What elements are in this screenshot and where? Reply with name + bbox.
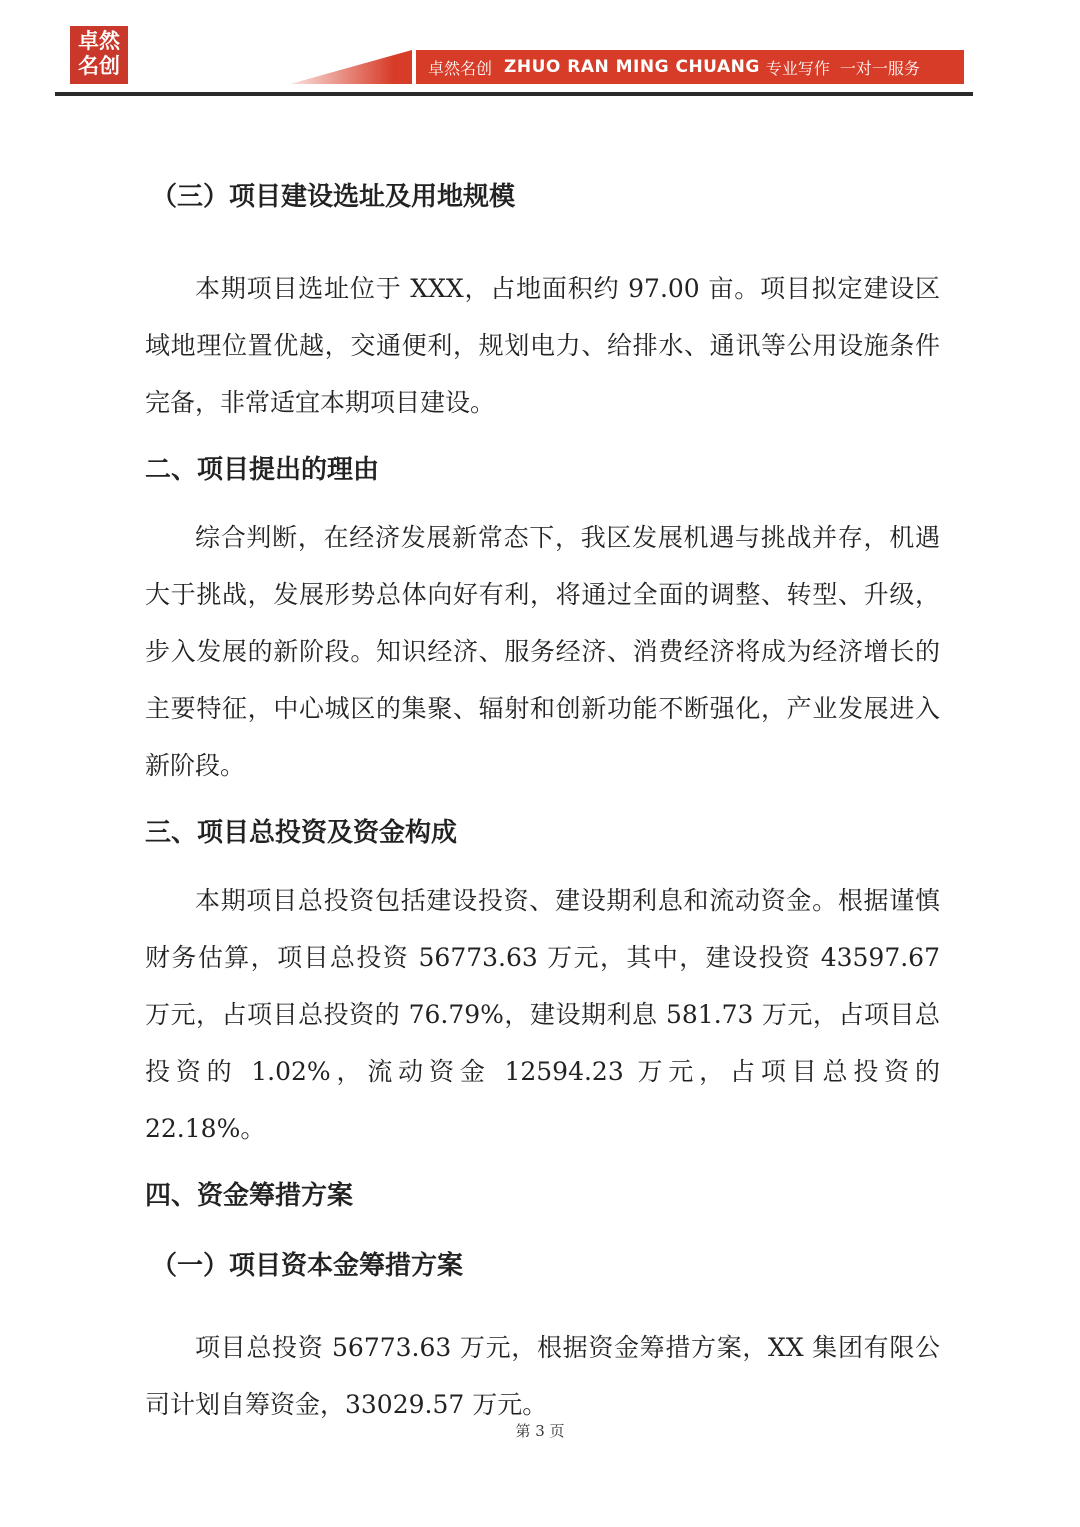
- section-4-1-heading: （一）项目资本金筹措方案: [151, 1251, 464, 1281]
- section-3-paragraph: 本期项目总投资包括建设投资、建设期利息和流动资金。根据谨慎财务估算，项目总投资 56773.63 万元，其中，建设投资 43597.67 万元，占项目总投资的 76.79%，建设期利息 581.73 万元，占项目总投资的 1.02%，流动资金 12594.23 万元，占项目总投资的 22.18%。: [145, 886, 940, 1143]
- section-3-1-paragraph: 本期项目选址位于 XXX，占地面积约 97.00 亩。项目拟定建设区域地理位置优越，交通便利，规划电力、给排水、通讯等公用设施条件完备，非常适宜本期项目建设。: [145, 274, 940, 417]
- section-3-1-heading: （三）项目建设选址及用地规模: [151, 182, 516, 212]
- brand-logo: [70, 26, 128, 84]
- banner-one-on-one: 一对一服务: [839, 58, 920, 78]
- header-divider: [55, 92, 973, 96]
- section-2-heading: 二、项目提出的理由: [145, 455, 380, 485]
- document-body: [145, 180, 940, 1433]
- logo-line-2: 名创: [78, 54, 120, 78]
- banner-triangle: [290, 50, 412, 84]
- section-2-paragraph: 综合判断，在经济发展新常态下，我区发展机遇与挑战并存，机遇大于挑战，发展形势总体向好有利，将通过全面的调整、转型、升级，步入发展的新阶段。知识经济、服务经济、消费经济将成为经济增长的主要特征，中心城区的集聚、辐射和创新功能不断强化，产业发展进入新阶段。: [145, 523, 940, 780]
- header-banner: [416, 50, 964, 84]
- banner-brand-en: ZHUO RAN MING CHUANG: [504, 57, 760, 77]
- section-3-heading: 三、项目总投资及资金构成: [145, 818, 458, 848]
- page-number: 第 3 页: [515, 1422, 565, 1440]
- section-4-1-paragraph: 项目总投资 56773.63 万元，根据资金筹措方案，XX 集团有限公司计划自筹资金，33029.57 万元。: [145, 1333, 940, 1419]
- banner-service: 专业写作: [765, 58, 830, 78]
- logo-line-1: 卓然: [78, 29, 120, 53]
- section-4-heading: 四、资金筹措方案: [145, 1181, 354, 1211]
- banner-brand-cn: 卓然名创: [428, 58, 493, 78]
